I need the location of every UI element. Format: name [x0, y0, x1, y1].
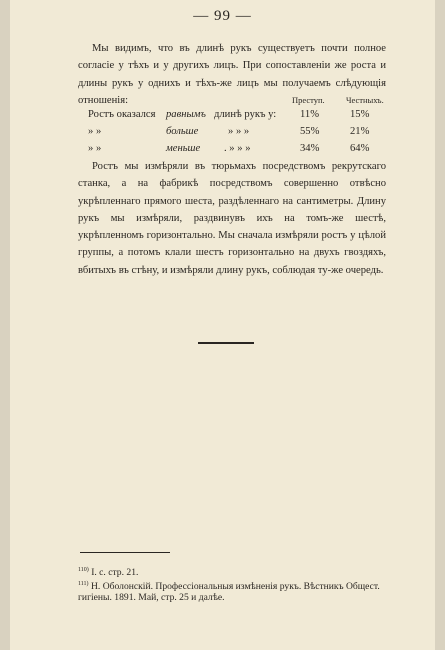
row-middle: длинѣ рукъ у: [214, 109, 277, 120]
footnote-mark: 111) [78, 581, 89, 587]
footnote-text: гигіены. 1891. Май, стр. 25 и далѣе. [78, 592, 225, 603]
column-header-honest: Честныхъ. [346, 95, 384, 105]
column-header-criminals: Преступ. [292, 95, 325, 105]
row-middle: . » » » [224, 143, 251, 154]
section-divider [198, 342, 254, 344]
page-number: — 99 — [193, 8, 252, 24]
paragraph-intro: Мы видимъ, что въ длинѣ рукъ существуетъ почти полное согласіе у тѣхъ и у другихъ лицъ. При сопоставленіи же роста и длины рукъ у однихъ и тѣхъ-же лицъ мы получаемъ слѣдующія отношенія: [78, 43, 386, 106]
value-criminals: 34% [300, 143, 320, 154]
value-criminals: 11% [300, 109, 320, 120]
row-word: меньше [166, 143, 201, 154]
value-criminals: 55% [300, 126, 320, 137]
row-prefix: » » [88, 126, 102, 137]
row-prefix: Ростъ оказался [88, 109, 156, 120]
value-honest: 15% [350, 109, 370, 120]
footnote-text: I. c. стр. 21. [91, 567, 139, 579]
row-word: равнымъ [166, 109, 206, 120]
value-honest: 64% [350, 143, 370, 154]
row-word: больше [166, 126, 199, 137]
row-prefix: » » [88, 143, 102, 154]
paragraph-method: Ростъ мы измѣряли въ тюрьмахъ посредствомъ рекрутскаго станка, а на фабрикѣ посредствомъ совершенно отвѣсно укрѣпленнаго прямого шеста, раздѣленнаго на сантиметры. Длину рукъ мы измѣряли, раздвинувъ ихъ на томъ-же шестѣ, укрѣпленномъ горизонтально. Мы сначала измѣряли ростъ у цѣлой группы, а потомъ клали шестъ горизонтально на двухъ гвоздяхъ, вбитыхъ въ стѣну, и измѣряли длину рукъ, соблюдая ту-же очередь. [78, 161, 386, 276]
footnote-mark: 110) [78, 567, 89, 573]
footnote-111-continued [78, 591, 398, 606]
footnote-text: Н. Оболонскій. Профессіональныя измѣненія рукъ. Вѣстникъ Общест. [90, 581, 380, 593]
value-honest: 21% [350, 126, 370, 137]
row-middle: » » » [228, 126, 250, 137]
footnote-rule [80, 552, 170, 553]
